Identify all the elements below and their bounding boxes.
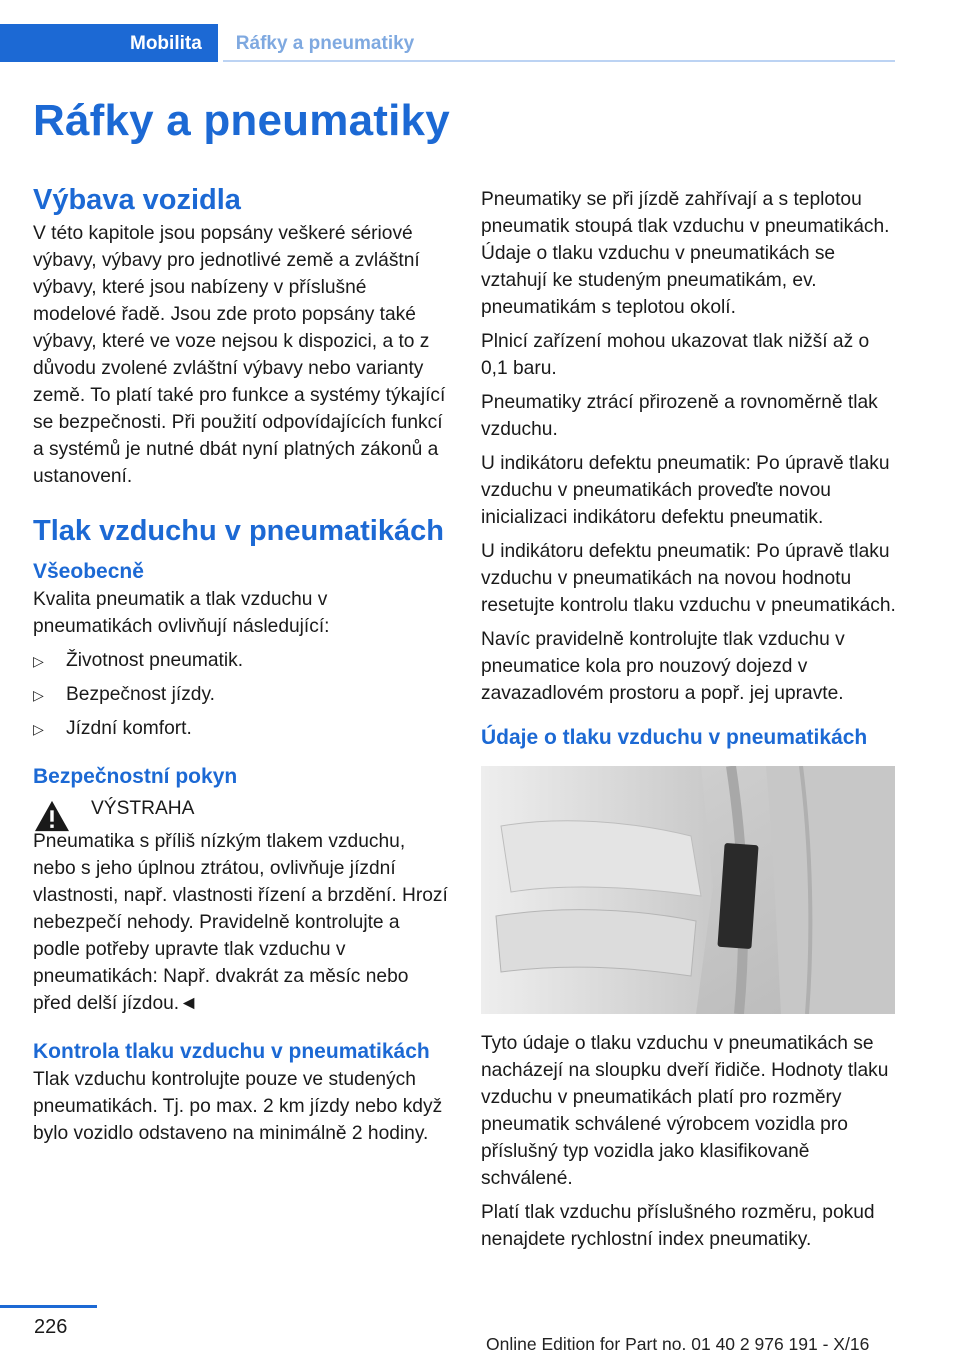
paragraph-right-7: Tyto údaje o tlaku vzduchu v pneumatikách se nacházejí na sloupku dveří řidiče. Hodnoty tlaku vzduchu v pneumatikách platí pro rozměry pneumatik schválené výrobcem vozidla pro příslušný typ vozidla jako klasifikovaně schválené.: [481, 1033, 889, 1189]
paragraph-right-2: Plnicí zařízení mohou ukazovat tlak nižší až o 0,1 baru.: [481, 331, 870, 379]
paragraph-vybava: V této kapitole jsou popsány veškeré sériové výbavy, výbavy pro jednotlivé země a zvláštní výbavy, které jsou nabízeny v příslušné modelové řadě. Jsou zde proto popsány také výbavy, které ve voze nejsou k dispozici, a to z důvodu zvolené zvláštní výbavy nebo varianty země. To platí také pro funkce a systémy týkající se bezpečnosti. Při použití odpovídajících funkcí a systémů je nutné dbát nyní platných zákonů a ustanovení.: [33, 223, 446, 487]
heading-bezpecnostni-pokyn: Bezpečnostní pokyn: [33, 765, 238, 788]
paragraph-right-3: Pneumatiky ztrácí přirozeně a rovnoměrně tlak vzduchu.: [481, 392, 878, 440]
paragraph-right-4: U indikátoru defektu pneumatik: Po úpravě tlaku vzduchu v pneumatikách proveďte novou inicializaci indikátoru defektu pneumatik.: [481, 453, 890, 528]
header-tabs: [0, 24, 432, 62]
bullet-list: [33, 647, 449, 742]
bullet-triangle-icon: ▷: [33, 687, 44, 703]
list-item: [33, 715, 449, 742]
list-item-text: Životnost pneumatik.: [66, 650, 244, 671]
door-pillar-photo: [481, 766, 895, 1014]
bullet-triangle-icon: ▷: [33, 653, 44, 669]
warning-label: VÝSTRAHA: [91, 798, 195, 819]
heading-tlak-vzduchu: Tlak vzduchu v pneumatikách: [33, 515, 444, 547]
right-column: [481, 186, 897, 1260]
heading-vseobecne: Všeobecně: [33, 560, 144, 583]
heading-kontrola-tlaku: Kontrola tlaku vzduchu v pneumatikách: [33, 1040, 430, 1063]
warning-block: [33, 795, 449, 1017]
warning-text-body: Pneumatika s příliš nízkým tlakem vzduchu, nebo s jeho úplnou ztrátou, ovlivňuje jízdní vlastnosti, např. vlastnosti řízení a brzdění. Hrozí nebezpečí nehody. Pravidelně kontrolujte a podle potřeby upravte tlak vzduchu v pneumatikách: Např. dvakrát za měsíc nebo před delší jízdou.: [33, 831, 448, 1014]
page-number: 226: [34, 1316, 68, 1338]
warning-text: [33, 828, 449, 1017]
heading-udaje-tlaku: Údaje o tlaku vzduchu v pneumatikách: [481, 726, 868, 749]
list-item: [33, 681, 449, 708]
tab-rafky-a-pneumatiky[interactable]: Ráfky a pneumatiky: [235, 33, 415, 54]
paragraph-right-6: Navíc pravidelně kontrolujte tlak vzduchu v pneumatice kola pro nouzový dojezd v zavazadlovém prostoru a popř. jej upravte.: [481, 629, 845, 704]
heading-vybava-vozidla: Výbava vozidla: [33, 184, 241, 216]
footer-edition: Online Edition for Part no. 01 40 2 976 191 - X/16: [486, 1334, 870, 1354]
page-title: Ráfky a pneumatiky: [33, 96, 450, 145]
left-column: [33, 186, 449, 1154]
list-item: [33, 647, 449, 674]
warning-triangle-icon: [33, 799, 71, 833]
header-divider: [223, 60, 895, 62]
paragraph-right-5: U indikátoru defektu pneumatik: Po úpravě tlaku vzduchu v pneumatikách na novou hodnotu resetujte kontrolu tlaku vzduchu v pneumatikách.: [481, 541, 896, 616]
paragraph-right-1: Pneumatiky se při jízdě zahřívají a s teplotou pneumatik stoupá tlak vzduchu v pneumatikách. Údaje o tlaku vzduchu v pneumatikách se vztahují ke studeným pneumatikám, ev. pneumatikám s teplotou okolí.: [481, 189, 890, 318]
end-mark-icon: ◄: [179, 993, 199, 1014]
footer-divider: [0, 1305, 97, 1308]
list-item-text: Jízdní komfort.: [66, 718, 192, 739]
tab-mobilita[interactable]: Mobilita: [0, 24, 218, 62]
bullet-triangle-icon: ▷: [33, 721, 44, 737]
paragraph-vseobecne: Kvalita pneumatik a tlak vzduchu v pneumatikách ovlivňují následující:: [33, 589, 330, 637]
list-item-text: Bezpečnost jízdy.: [66, 684, 215, 705]
paragraph-right-8: Platí tlak vzduchu příslušného rozměru, pokud nenajdete rychlostní index pneumatiky.: [481, 1202, 875, 1250]
paragraph-kontrola: Tlak vzduchu kontrolujte pouze ve studených pneumatikách. Tj. po max. 2 km jízdy nebo když bylo vozidlo odstaveno na minimálně 2 hodiny.: [33, 1069, 443, 1144]
